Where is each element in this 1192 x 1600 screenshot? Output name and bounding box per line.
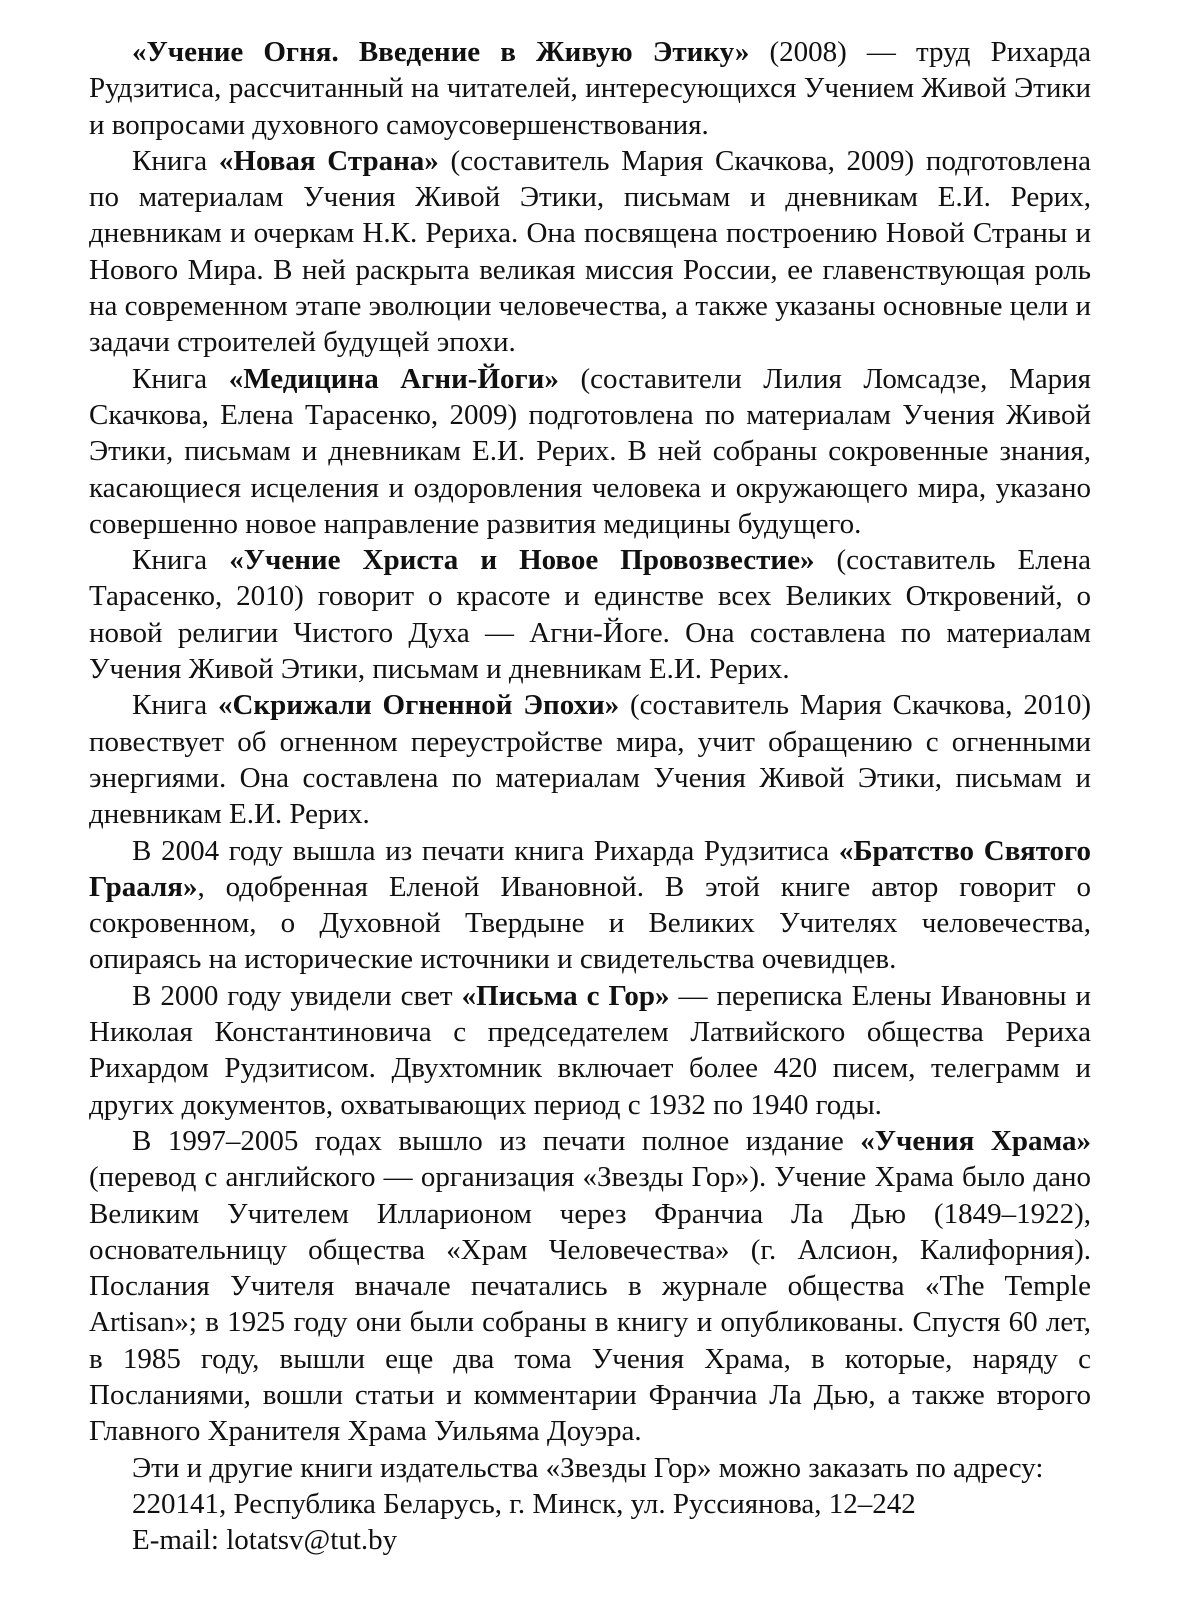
book-title: «Письма с Гор» [461,979,670,1012]
paragraph-pisma-s-gor [89,978,1091,1123]
paragraph-text: (составитель Елена Тарасенко, 2010) говорит о красоте и единстве всех Великих Откровений, о новой религии Чистого Духа — Агни-Йоге. Она составлена по материалам Учения Живой Этики, письмам и дневникам Е.И. Рерих. [89,544,1091,686]
paragraph-bratstvo-graalya [89,833,1091,978]
order-line: Эти и другие книги издательства «Звезды Гор» можно заказать по адресу: [132,1451,1044,1484]
email-address: E-mail: lotatsv@tut.by [132,1524,398,1557]
paragraph-text: , одобренная Еленой Ивановной. В этой книге автор говорит о сокровенном, о Духовной Твердыне и Великих Учителях человечества, опираясь на исторические источники и свидетельства очевидцев. [89,870,1091,976]
book-title: «Новая Страна» [218,144,439,177]
book-title: «Медицина Агни-Йоги» [228,362,559,395]
document-page [89,34,1091,1558]
book-title: «Братство Святого Грааля» [89,834,1092,903]
paragraph-text: Книга [132,144,219,177]
book-title: «Учение Христа и Новое Провозвестие» [229,544,815,577]
paragraph-text: Книга [132,362,229,395]
paragraph-uchenie-hrista [89,542,1091,687]
paragraph-text: Книга [132,544,230,577]
paragraph-text: — переписка Елены Ивановны и Николая Константиновича с председателем Латвийского общества Рериха Рихардом Рудзитисом. Двухтомник включает более 420 писем, телеграмм и других документов, охватывающих период с 1932 по 1940 годы. [89,979,1091,1121]
paragraph-text: В 2000 году увидели свет [132,979,462,1012]
postal-address: 220141, Республика Беларусь, г. Минск, ул. Руссиянова, 12–242 [132,1487,916,1520]
paragraph-text: (2008) — труд Рихарда Рудзитиса, рассчитанный на читателей, интересующихся Учением Живой Этики и вопросами духовного самоусовершенствования. [89,36,1091,141]
paragraph-ucheniya-hrama [89,1123,1091,1450]
paragraph-text: (составитель Мария Скачкова, 2009) подготовлена по материалам Учения Живой Этики, письмам и дневникам Е.И. Рерих, дневникам и очеркам Н.К. Рериха. Она посвящена построению Новой Страны и Нового Мира. В ней раскрыта великая миссия России, ее главенствующая роль на современном этапе эволюции человечества, а также указаны основные цели и задачи строителей будущей эпохи. [89,144,1092,359]
paragraph-skrizhali [89,687,1091,832]
paragraph-text: Книга [132,689,218,722]
book-title: «Учения Храма» [860,1124,1092,1157]
paragraph-text: (составители Лилия Ломсадзе, Мария Скачкова, Елена Тарасенко, 2009) подготовлена по материалам Учения Живой Этики, письмам и дневникам Е.И. Рерих. В ней собраны сокровенные знания, касающиеся исцеления и оздоровления человека и окружающего мира, указано совершенно новое направление развития медицины будущего. [89,362,1091,540]
paragraph-text: (составитель Мария Скачкова, 2010) повествует об огненном переустройстве мира, учит обращению с огненными энергиями. Она составлена по материалам Учения Живой Этики, письмам и дневникам Е.И. Рерих. [89,689,1091,831]
book-title: «Учение Огня. Введение в Живую Этику» [132,36,750,68]
paragraph-medicina-agni-yogi [89,361,1091,542]
paragraph-uchenie-ognya [89,34,1091,143]
book-title: «Скрижали Огненной Эпохи» [217,689,620,722]
paragraph-novaya-strana [89,143,1091,361]
paragraph-text: В 2004 году вышла из печати книга Рихарда Рудзитиса [132,834,839,867]
paragraph-text: (перевод с английского — организация «Звезды Гор»). Учение Храма было дано Великим Учителем Илларионом через Франчиа Ла Дью (1849–1922), основательницу общества «Храм Человечества» (г. Алсион, Калифорния). Послания Учителя вначале печатались в журнале общества «The Temple Artisan»; в 1925 году они были собраны в книгу и опубликованы. Спустя 60 лет, в 1985 году, вышли еще два тома Учения Храма, в которые, наряду с Посланиями, вошли статьи и комментарии Франчиа Ла Дью, а также второго Главного Хранителя Храма Уильяма Доуэра. [89,1161,1091,1448]
paragraph-text: В 1997–2005 годах вышло из печати полное издание [132,1124,861,1157]
order-info [89,1450,1091,1559]
